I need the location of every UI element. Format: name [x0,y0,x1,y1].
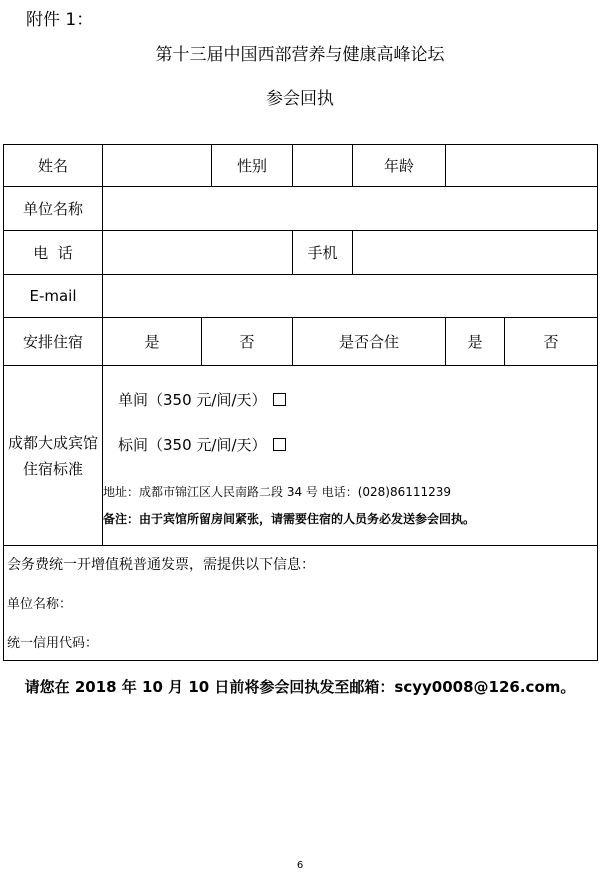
lodging-label: 安排住宿 [4,318,103,366]
hotel-name: 成都大成宾馆 [7,433,98,452]
attachment-label: 附件 1： [26,10,94,30]
phone-field[interactable] [103,231,293,275]
double-room-option[interactable] [118,434,286,455]
phone-label: 电 话 [4,231,103,275]
page-subtitle: 参会回执 [266,89,334,109]
email-field[interactable] [103,275,598,318]
hotel-standard: 住宿标准 [22,459,83,478]
lodging-no-option[interactable]: 否 [202,318,293,366]
age-field[interactable] [446,145,598,187]
org-label: 单位名称 [4,187,103,231]
mobile-label: 手机 [293,231,353,275]
hotel-label [4,366,103,546]
submission-instruction: 请您在 2018 年 10 月 10 日前将参会回执发至邮箱：scyy0008@126.com。 [24,678,576,696]
single-room-label: 单间（350 元/间/天） [118,391,267,409]
share-no-option[interactable]: 否 [505,318,598,366]
registration-form-table [3,144,598,661]
email-label: E-mail [4,275,103,318]
mobile-field[interactable] [353,231,598,275]
page-title: 第十三届中国西部营养与健康高峰论坛 [155,45,445,65]
org-field[interactable] [103,187,598,231]
double-room-checkbox[interactable] [273,438,286,451]
hotel-note: 备注：由于宾馆所留房间紧张，请需要住宿的人员务必发送参会回执。 [103,512,476,526]
page-number: 6 [296,860,304,871]
gender-label: 性别 [212,145,293,187]
room-options-cell [103,366,598,546]
double-room-label: 标间（350 元/间/天） [118,436,267,454]
invoice-org-label: 单位名称： [7,597,73,612]
invoice-code-label: 统一信用代码： [7,636,99,651]
invoice-instruction: 会务费统一开增值税普通发票，需提供以下信息： [7,557,315,573]
gender-field[interactable] [293,145,353,187]
age-label: 年龄 [353,145,446,187]
name-label: 姓名 [4,145,103,187]
invoice-info-cell [4,546,598,661]
share-yes-option[interactable]: 是 [446,318,505,366]
single-room-option[interactable] [118,389,286,410]
name-field[interactable] [103,145,212,187]
single-room-checkbox[interactable] [273,393,286,406]
lodging-yes-option[interactable]: 是 [103,318,202,366]
share-room-label: 是否合住 [293,318,446,366]
hotel-address: 地址：成都市锦江区人民南路二段 34 号 电话：(028)86111239 [103,485,452,499]
